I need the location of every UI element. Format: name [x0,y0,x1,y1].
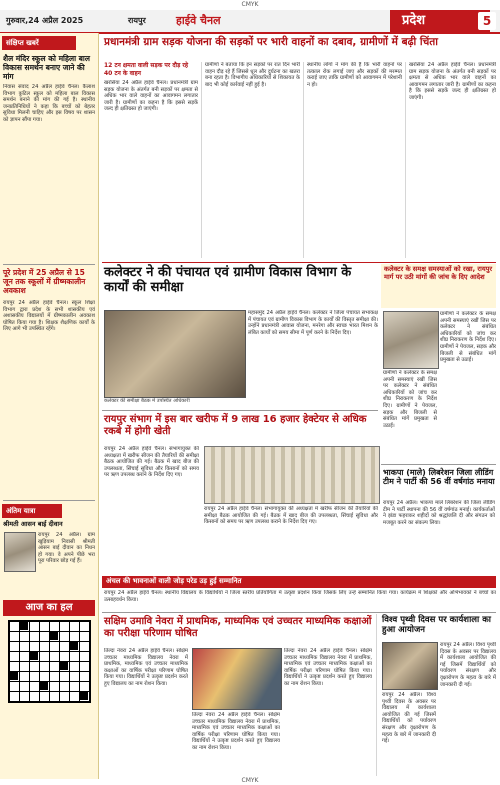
registration-mark-top: CMYK [241,1,259,8]
sidebar-story1-body: निवास संवाद 24 अप्रैल हाईवे चैनल। कैलाश विभाग कुटिल स्कूल को महिला बाल विकास समर्थन बनाने की मांग की गई है। स्थानीय जनप्रतिनिधियों ने कहा कि बच्चों को बेहतर सुविधा मिलनी चाहिए और इस विषय पर शासन को ज्ञापन सौंपा गया। [3,84,95,123]
kharif-headline: रायपुर संभाग में इस बार खरीफ में 9 लाख 16 हजार हेक्टेयर से अधिक रकबे में होगी खेती [104,414,367,437]
page-number: 5 [478,12,496,30]
right2-body: रायपुर 24 अप्रैल। भाकपा माले लिबरेशन की जिला लीडिंग टीम ने पार्टी स्थापना की 56 वीं वर्षगांठ मनाई। कार्यकर्ताओं ने झंडा फहराकर शहीदों को श्रद्धांजलि दी और संगठन को मजबूत करने का संकल्प लिया। [383,500,495,526]
exam-result-headline: सक्षिम उमावि नेवरा में प्राथमिक, माध्यमिक एवं उच्चतर माध्यमिक कक्षाओं का परीक्षा परिणाम घोषित [104,616,372,639]
earth-day-photo [382,642,438,690]
obituary-photo [4,532,36,572]
lead-headline: प्रधानमंत्री ग्राम सड़क योजना की सड़कों पर भारी वाहनों का दबाव, ग्रामीणों में बढ़ी चिंता [104,36,438,48]
obituary-body: रायपुर 24 अप्रैल। ग्राम खुड़ियाम निवासी श्रीमती आसन बाई दीवान का निधन हो गया। वे अपने पीछे भरा पूरा परिवार छोड़ गई हैं। [38,532,95,565]
lead-body-col2: ग्रामीणों ने बताया कि इन सड़कों पर रात दिन भारी वाहन दौड़ रहे हैं जिससे धूल और दुर्घटना का खतरा बना रहता है। विभागीय अधिकारियों से शिकायत के बाद भी कोई कार्रवाई नहीं हुई है। [205,62,300,88]
column-rule [201,62,202,258]
divider [3,264,95,265]
divider [102,262,496,263]
obituary-tag: अंतिम यात्रा [2,504,62,518]
earth-day-body-cont: रायपुर 24 अप्रैल। विश्व पृथ्वी दिवस के अवसर पर विद्यालय में कार्यशाला आयोजित की गई जिसमें विद्यार्थियों को पर्यावरण संरक्षण और वृक्षारोपण के महत्व के बारे में जानकारी दी गई। [382,692,436,745]
exam-result-body-cont: तिल्दा नेवरा 24 अप्रैल हाईवे चैनल। सक्षिम उच्चतर माध्यमिक विद्यालय नेवरा में प्राथमिक, माध्यमिक एवं उच्चतर माध्यमिक कक्षाओं का वार्षिक परीक्षा परिणाम घोषित किया गया। विद्यार्थियों ने उत्कृष्ट प्रदर्शन करते हुए विद्यालय का नाम रोशन किया। [192,712,280,751]
right2-headline: भाकपा (माले) लिबरेशन जिला लीडिंग टीम ने पार्टी की 56 वीं वर्षगांठ मनाया [383,468,495,487]
collector-body: महासमुंद 24 अप्रैल हाईवे चैनल। कलेक्टर ने जिला पंचायत सभाकक्ष में पंचायत एवं ग्रामीण विकास विभाग के कार्यों की विस्तृत समीक्षा की। उन्होंने प्रधानमंत्री आवास योजना, मनरेगा और स्वच्छ भारत मिशन के लंबित कार्यों को समय सीमा में पूर्ण करने के निर्देश दिए। [248,310,378,336]
column-rule [405,62,406,258]
brief-news-tag: संक्षिप्त खबरें [2,36,76,50]
newspaper-brand: हाईवे चैनल [176,14,221,27]
edition-city: रायपुर [128,16,146,25]
sidebar-story2-headline: पूरे प्रदेश में 25 अप्रैल से 15 जून तक स्कूलों में ग्रीष्मकालीन अवकाश [3,268,86,295]
column-rule [376,614,377,776]
puzzle-title: आज का हल [3,600,95,616]
award-banner-text: अंचल की भावनाओं वाली जोड़ परेड उड़ हुई सम्मानित [106,577,242,585]
right1-photo [383,311,439,369]
exam-result-photo [192,648,282,710]
collector-meeting-photo [104,310,246,398]
lead-body-col4: खरसिया 24 अप्रैल हाईवे चैनल। प्रधानमंत्री ग्राम सड़क योजना के अंतर्गत बनी सड़कों पर क्षमता से अधिक भार वाले वाहनों का आवागमन लगातार जारी है। ग्रामीणों का कहना है कि इससे सड़कें जल्द ही क्षतिग्रस्त हो जाएंगी। [409,62,496,101]
award-body: रायपुर 24 अप्रैल हाईवे चैनल। स्थानीय विद्यालय के विद्यार्थियों ने जिला स्तरीय प्रतियोगिता में उत्कृष्ट प्रदर्शन किया जिसके लिए उन्हें सम्मानित किया गया। कार्यक्रम में शिक्षकों और अभिभावकों ने बच्चों का उत्साहवर्धन किया। [104,590,496,603]
lead-body-col1: खरसिया 24 अप्रैल हाईवे चैनल। प्रधानमंत्री ग्राम सड़क योजना के अंतर्गत बनी सड़कों पर क्षमता से अधिक भार वाले वाहनों का आवागमन लगातार जारी है। ग्रामीणों का कहना है कि इससे सड़कें जल्द ही क्षतिग्रस्त हो जाएंगी। [104,80,198,113]
divider [381,464,496,465]
exam-result-body: तिल्दा नेवरा 24 अप्रैल हाईवे चैनल। सक्षिम उच्चतर माध्यमिक विद्यालय नेवरा में प्राथमिक, माध्यमिक एवं उच्चतर माध्यमिक कक्षाओं का वार्षिक परीक्षा परिणाम घोषित किया गया। विद्यार्थियों ने उत्कृष्ट प्रदर्शन करते हुए विद्यालय का नाम रोशन किया। [104,648,188,687]
divider [3,500,95,501]
collector-photo-caption: कलेक्टर की समीक्षा बैठक में उपस्थित अधिकारी [104,398,190,404]
obituary-person: श्रीमती आसन बाई दीवान [3,520,63,528]
right1-headline: कलेक्टर के समक्ष समस्याओं को रखा, रायपुर मार्ग पर उठी मांगों की जांच के दिए आदेश [384,265,493,281]
exam-result-body-col3: तिल्दा नेवरा 24 अप्रैल हाईवे चैनल। सक्षिम उच्चतर माध्यमिक विद्यालय नेवरा में प्राथमिक, माध्यमिक एवं उच्चतर माध्यमिक कक्षाओं का वार्षिक परीक्षा परिणाम घोषित किया गया। विद्यार्थियों ने उत्कृष्ट प्रदर्शन करते हुए विद्यालय का नाम रोशन किया। [284,648,372,687]
issue-date: गुरुवार,24 अप्रैल 2025 [6,16,84,25]
sidebar-story1-headline: शैल मंदिर स्कूल को महिला बाल विकास समर्थन बनाए जाने की मांग [3,54,90,81]
lead-bullet: 12 टन क्षमता वाली सड़क पर दौड़ रहे 40 टन के वाहन [104,62,189,77]
sidebar-story2-body: रायपुर 24 अप्रैल हाईवे चैनल। स्कूल शिक्षा विभाग द्वारा प्रदेश के सभी शासकीय एवं अशासकीय विद्यालयों में ग्रीष्मकालीन अवकाश घोषित किया गया है। शिक्षक शैक्षणिक कार्यों के लिए आगे भी उपस्थित रहेंगे। [3,300,95,333]
lead-body-col3: स्थानीय लोगों ने मांग की है कि भारी वाहनों पर तत्काल रोक लगाई जाए और सड़कों की मरम्मत कराई जाए ताकि ग्रामीणों को आवागमन में परेशानी न हो। [307,62,402,88]
section-title: प्रदेश [390,10,490,32]
divider [102,410,378,411]
column-rule [303,62,304,258]
registration-mark-bottom: CMYK [241,777,259,784]
divider [102,612,496,613]
collector-headline: कलेक्टर ने की पंचायत एवं ग्रामीण विकास विभाग के कार्यों की समीक्षा [104,265,352,295]
right1-body-cont: ग्रामीणों ने कलेक्टर के समक्ष अपनी समस्याएं रखीं जिस पर कलेक्टर ने संबंधित अधिकारियों को जांच कर शीघ्र निराकरण के निर्देश दिए। ग्रामीणों ने पेयजल, सड़क और बिजली से संबंधित मांगें प्रमुखता से उठाईं। [383,370,437,429]
earth-day-headline: विश्व पृथ्वी दिवस पर कार्यशाला का हुआ आयोजन [382,615,491,635]
kharif-body-cont: रायपुर 24 अप्रैल हाईवे चैनल। संभागायुक्त की अध्यक्षता में खरीफ सीजन की तैयारियों की समीक्षा बैठक आयोजित की गई। बैठक में खाद बीज की उपलब्धता, सिंचाई सुविधा और किसानों को समय पर ऋण उपलब्ध कराने के निर्देश दिए गए। [204,506,378,526]
kharif-body: रायपुर 24 अप्रैल हाईवे चैनल। संभागायुक्त की अध्यक्षता में खरीफ सीजन की तैयारियों की समीक्षा बैठक आयोजित की गई। बैठक में खाद बीज की उपलब्धता, सिंचाई सुविधा और किसानों को समय पर ऋण उपलब्ध कराने के निर्देश दिए गए। [104,446,199,479]
kharif-photo [204,446,380,504]
right1-body: ग्रामीणों ने कलेक्टर के समक्ष अपनी समस्याएं रखीं जिस पर कलेक्टर ने संबंधित अधिकारियों को जांच कर शीघ्र निराकरण के निर्देश दिए। ग्रामीणों ने पेयजल, सड़क और बिजली से संबंधित मांगें प्रमुखता से उठाईं। [440,311,496,364]
puzzle-grid [8,620,91,703]
earth-day-body: रायपुर 24 अप्रैल। विश्व पृथ्वी दिवस के अवसर पर विद्यालय में कार्यशाला आयोजित की गई जिसमें विद्यार्थियों को पर्यावरण संरक्षण और वृक्षारोपण के महत्व के बारे में जानकारी दी गई। [440,642,496,688]
